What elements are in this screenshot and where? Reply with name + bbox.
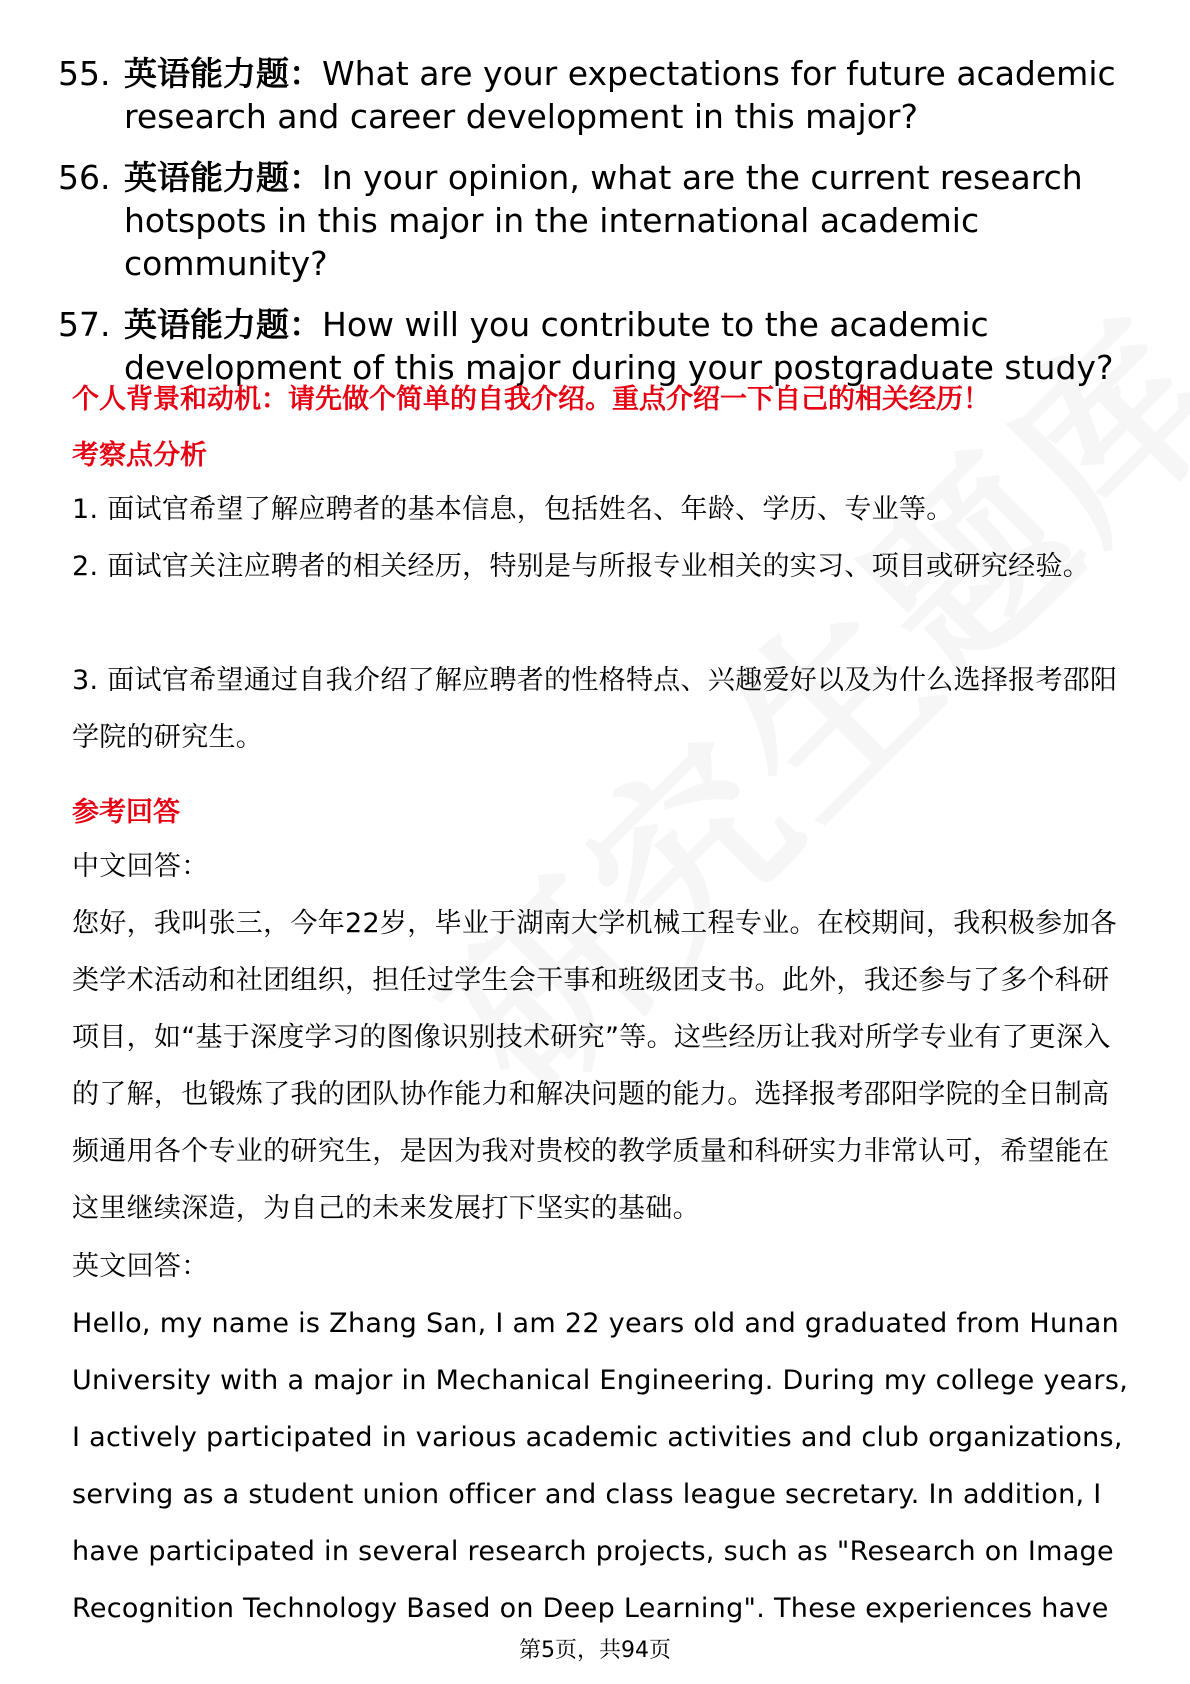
question-text: In your opinion, what are the current research hotspots in this major in the international academic community? (124, 158, 1083, 283)
question-text: How will you contribute to the academic development of this major during your postgraduate study? (124, 305, 1114, 387)
chinese-answer-label: 中文回答： (72, 851, 209, 882)
question-item (58, 52, 1148, 138)
english-answer-label: 英文回答： (72, 1251, 209, 1282)
page-footer: 第5页，共94页 (519, 1638, 671, 1663)
question-item (58, 303, 1148, 389)
question-label: 英语能力题： (124, 158, 322, 197)
question-body (124, 303, 1148, 389)
question-list (58, 52, 1148, 407)
question-label: 英语能力题： (124, 54, 322, 93)
question-number: 55. (58, 54, 111, 93)
question-text: What are your expectations for future academic research and career development in this major? (124, 54, 1116, 136)
chinese-answer-text: 您好，我叫张三，今年22岁，毕业于湖南大学机械工程专业。在校期间，我积极参加各类学术活动和社团组织，担任过学生会干事和班级团支书。此外，我还参与了多个科研项目，如“基于深度学习的图像识别技术研究”等。这些经历让我对所学专业有了更深入的了解，也锻炼了我的团队协作能力和解决问题的能力。选择报考邵阳学院的全日制高频通用各个专业的研究生，是因为我对贵校的教学质量和科研实力非常认可，希望能在这里继续深造，为自己的未来发展打下坚实的基础。 (72, 908, 1118, 1224)
analysis-point: 3. 面试官希望通过自我介绍了解应聘者的性格特点、兴趣爱好以及为什么选择报考邵阳学院的研究生。 (72, 665, 1118, 753)
reference-heading: 参考回答 (72, 797, 180, 828)
question-label: 英语能力题： (124, 305, 322, 344)
question-item (58, 156, 1148, 285)
question-number: 57. (58, 305, 111, 344)
analysis-point: 1. 面试官希望了解应聘者的基本信息，包括姓名、年龄、学历、专业等。 (72, 494, 954, 525)
english-answer-text: Hello, my name is Zhang San, I am 22 years old and graduated from Hunan University with a major in Mechanical Engineering. During my college years, I actively participated in various academic activities and club organizations, serving as a student union officer and class league secretary. In addition, I have participated in several research projects, such as "Research on Image Recognition Technology Based on Deep Learning". These experiences have (72, 1308, 1129, 1624)
section-title: 个人背景和动机：请先做个简单的自我介绍。重点介绍一下自己的相关经历！ (72, 384, 990, 415)
question-number: 56. (58, 158, 111, 197)
question-body (124, 156, 1148, 285)
question-body (124, 52, 1148, 138)
analysis-point: 2. 面试官关注应聘者的相关经历，特别是与所报专业相关的实习、项目或研究经验。 (72, 551, 1091, 582)
analysis-heading: 考察点分析 (72, 440, 207, 471)
